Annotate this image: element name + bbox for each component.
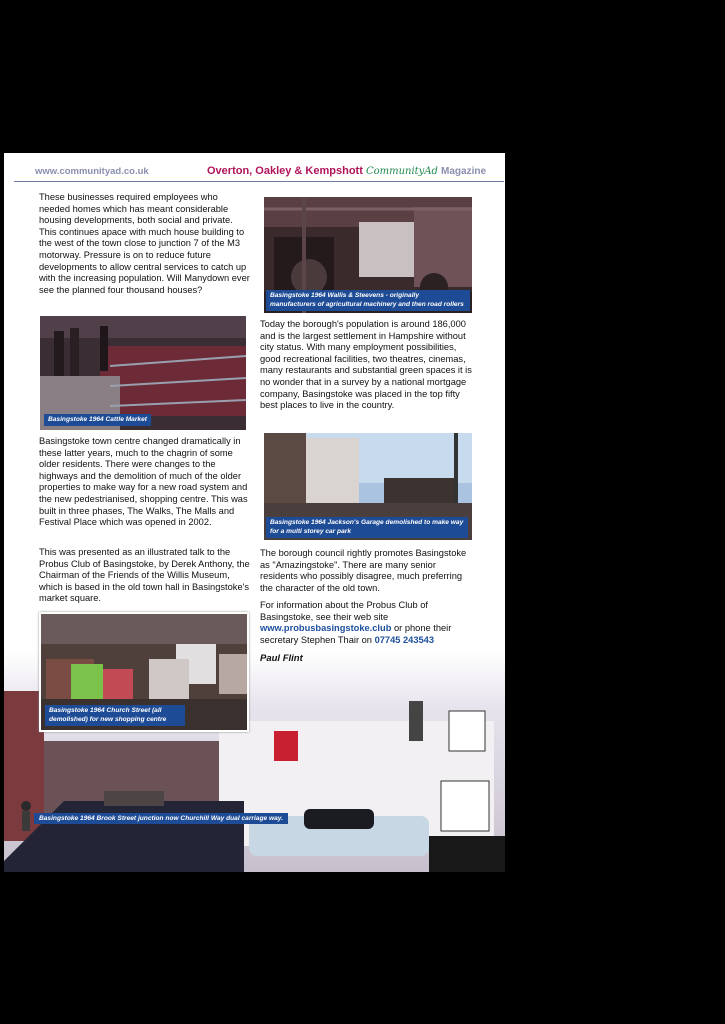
contact-intro: For information about the Probus Club of Basingstoke, see their web site (260, 600, 428, 622)
article-paragraph-1: These businesses required employees who needed homes which has meant considerable housing developments, both social and private. This continues apace with much house building to the west of the town close to junction 7 of the M3 motorway. Pressure is on to reduce future developments to allow central services to catch up with the increasing population. Will Manydown ever see the planned four thousand houses? (39, 192, 250, 295)
article-paragraph-5: The borough council rightly promotes Basingstoke as "Amazingstoke". There are many senior residents who possibly disagree, much preferring the character of the old town. (260, 548, 467, 593)
header-rule (14, 181, 504, 182)
page-header (4, 153, 505, 183)
article-paragraph-4: Today the borough's population is around 186,000 and is the largest settlement in Hampshire without city status. With many employment possibilities, good recreational facilities, two theatres, cinemas, many restaurants and substantial green spaces it is no wonder that in a survey by a national mortgage company, Basingstoke was placed in the top fifty best places to live in the country. (260, 319, 472, 411)
caption-brook-street: Basingstoke 1964 Brook Street junction now Churchill Way dual carriage way. (34, 813, 288, 824)
article-paragraph-6 (260, 600, 474, 646)
header-title-text: Overton, Oakley & Kempshott (207, 165, 363, 177)
header-brand: CommunityAd (365, 166, 438, 177)
photo-cattle-market (40, 316, 246, 430)
photo-wallis-steevens (264, 197, 472, 313)
caption-church: Basingstoke 1964 Church Street (all demolished) for new shopping centre (45, 705, 185, 726)
caption-cattle: Basingstoke 1964 Cattle Market (44, 414, 151, 427)
contact-mid: or phone their secretary Stephen Thair on (260, 623, 452, 645)
article-paragraph-2: Basingstoke town centre changed dramatically in these latter years, much to the chagrin of some older residents. There were changes to the highways and the demolition of much of the older properties to make way for a new road system and the new pedestrianised, shopping centre. This was built in three phases, The Walks, The Malls and Festival Place which was opened in 2002. (39, 436, 248, 528)
probus-website-link[interactable]: www.probusbasingstoke.club (260, 623, 392, 634)
header-magazine: Magazine (441, 166, 487, 177)
article-paragraph-3: This was presented as an illustrated talk to the Probus Club of Basingstoke, by Derek Anthony, the Chairman of the Friends of the Willis Museum, which is based in the old town hall in Basingstoke's market square. (39, 547, 250, 604)
header-title (207, 165, 486, 177)
phone-number[interactable]: 07745 243543 (374, 634, 435, 645)
photo-jacksons-garage (264, 433, 472, 540)
magazine-page (4, 153, 505, 872)
caption-wallis: Basingstoke 1964 Wallis & Steevens - originally manufacturers of agricultural machinery and then road rollers (266, 290, 470, 311)
caption-garage: Basingstoke 1964 Jackson's Garage demolished to make way for a multi storey car park (266, 517, 468, 538)
author-name: Paul Flint (260, 653, 303, 664)
header-url[interactable]: www.communityad.co.uk (35, 166, 149, 177)
photo-church-street (39, 612, 249, 732)
